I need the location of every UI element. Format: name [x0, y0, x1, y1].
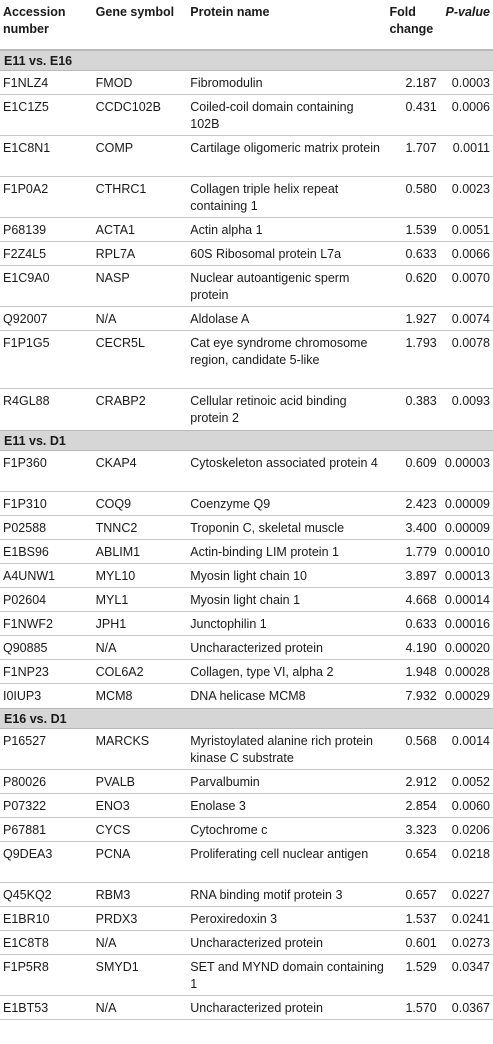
cell-p-value: 0.0206 [451, 823, 490, 837]
cell-fold-change: 1.529 [405, 960, 437, 974]
cell-gene-symbol: CKAP4 [95, 456, 137, 470]
section-header: E16 vs. D1 [0, 708, 493, 729]
cell-fold-change: 1.539 [405, 223, 437, 237]
cell-protein-name: SET and MYND domain containing 1 [190, 960, 384, 991]
cell-fold-change: 0.431 [405, 100, 437, 114]
cell-protein-name: Actin-binding LIM protein 1 [190, 545, 339, 559]
cell-fold-change: 1.537 [405, 912, 437, 926]
cell-fold-change: 0.609 [405, 456, 437, 470]
cell-fold-change: 2.854 [405, 799, 437, 813]
cell-p-value: 0.0273 [451, 936, 490, 950]
cell-gene-symbol: N/A [95, 936, 117, 950]
cell-accession: F1NP23 [3, 665, 49, 679]
cell-protein-name: RNA binding motif protein 3 [190, 888, 343, 902]
cell-protein-name: Actin alpha 1 [190, 223, 263, 237]
table-row [0, 177, 493, 218]
cell-protein-name: Uncharacterized protein [190, 641, 323, 655]
cell-gene-symbol: PVALB [95, 775, 136, 789]
cell-fold-change: 0.633 [405, 617, 437, 631]
cell-protein-name: Junctophilin 1 [190, 617, 267, 631]
table-row [0, 564, 493, 588]
cell-accession: F1NWF2 [3, 617, 53, 631]
cell-p-value: 0.00003 [444, 456, 490, 470]
table-row [0, 307, 493, 331]
table-row [0, 136, 493, 177]
cell-gene-symbol: ACTA1 [95, 223, 136, 237]
table-row [0, 266, 493, 307]
cell-fold-change: 4.668 [405, 593, 437, 607]
table-row [0, 996, 493, 1020]
cell-accession: F1P0A2 [3, 182, 49, 196]
table-header [0, 0, 493, 50]
table-row [0, 492, 493, 516]
cell-accession: Q90885 [3, 641, 48, 655]
cell-fold-change: 1.779 [405, 545, 437, 559]
cell-gene-symbol: PCNA [95, 847, 131, 861]
cell-protein-name: Myosin light chain 1 [190, 593, 301, 607]
header-fold-change: Fold change [389, 5, 434, 36]
table-row [0, 842, 493, 883]
cell-accession: R4GL88 [3, 394, 50, 408]
cell-accession: I0IUP3 [3, 689, 42, 703]
cell-gene-symbol: JPH1 [95, 617, 127, 631]
table-row [0, 588, 493, 612]
cell-gene-symbol: MYL10 [95, 569, 136, 583]
cell-accession: E1BT53 [3, 1001, 49, 1015]
cell-fold-change: 0.620 [405, 271, 437, 285]
cell-fold-change: 0.568 [405, 734, 437, 748]
cell-gene-symbol: COQ9 [95, 497, 132, 511]
cell-protein-name: Troponin C, skeletal muscle [190, 521, 345, 535]
table-row [0, 636, 493, 660]
cell-protein-name: Myosin light chain 10 [190, 569, 307, 583]
cell-accession: F1P310 [3, 497, 47, 511]
cell-protein-name: Nuclear autoantigenic sperm protein [190, 271, 350, 302]
cell-accession: F1P5R8 [3, 960, 49, 974]
cell-accession: P02604 [3, 593, 47, 607]
cell-accession: F2Z4L5 [3, 247, 47, 261]
cell-p-value: 0.0052 [451, 775, 490, 789]
cell-fold-change: 0.383 [405, 394, 437, 408]
table-row [0, 794, 493, 818]
table-row [0, 331, 493, 389]
cell-gene-symbol: NASP [95, 271, 130, 285]
cell-gene-symbol: ABLIM1 [95, 545, 141, 559]
cell-accession: Q92007 [3, 312, 48, 326]
cell-fold-change: 0.633 [405, 247, 437, 261]
cell-p-value: 0.00010 [444, 545, 490, 559]
table-row [0, 242, 493, 266]
cell-protein-name: Peroxiredoxin 3 [190, 912, 278, 926]
cell-protein-name: DNA helicase MCM8 [190, 689, 306, 703]
cell-p-value: 0.0066 [451, 247, 490, 261]
cell-protein-name: Collagen triple helix repeat containing 1 [190, 182, 339, 213]
cell-protein-name: Parvalbumin [190, 775, 260, 789]
section-header: E11 vs. E16 [0, 50, 493, 71]
cell-accession: P68139 [3, 223, 47, 237]
cell-p-value: 0.0070 [451, 271, 490, 285]
cell-gene-symbol: MCM8 [95, 689, 133, 703]
cell-fold-change: 0.654 [405, 847, 437, 861]
cell-gene-symbol: FMOD [95, 76, 133, 90]
cell-p-value: 0.0078 [451, 336, 490, 350]
cell-protein-name: Enolase 3 [190, 799, 246, 813]
cell-accession: E1C8T8 [3, 936, 49, 950]
header-protein-name: Protein name [190, 5, 270, 19]
table-row [0, 729, 493, 770]
cell-gene-symbol: RPL7A [95, 247, 136, 261]
cell-p-value: 0.0241 [451, 912, 490, 926]
cell-accession: Q45KQ2 [3, 888, 52, 902]
cell-protein-name: Coenzyme Q9 [190, 497, 271, 511]
cell-fold-change: 0.601 [405, 936, 437, 950]
table-row [0, 818, 493, 842]
cell-accession: F1P360 [3, 456, 47, 470]
cell-accession: P07322 [3, 799, 47, 813]
table-body [0, 50, 493, 1020]
cell-fold-change: 4.190 [405, 641, 437, 655]
cell-gene-symbol: RBM3 [95, 888, 131, 902]
table-row [0, 612, 493, 636]
cell-protein-name: 60S Ribosomal protein L7a [190, 247, 342, 261]
cell-fold-change: 1.948 [405, 665, 437, 679]
cell-gene-symbol: ENO3 [95, 799, 130, 813]
cell-fold-change: 7.932 [405, 689, 437, 703]
cell-p-value: 0.00009 [444, 521, 490, 535]
cell-accession: E1C8N1 [3, 141, 51, 155]
cell-gene-symbol: CTHRC1 [95, 182, 147, 196]
cell-accession: P80026 [3, 775, 47, 789]
cell-p-value: 0.0014 [451, 734, 490, 748]
cell-p-value: 0.00028 [444, 665, 490, 679]
header-gene-symbol: Gene symbol [95, 5, 175, 19]
cell-p-value: 0.0003 [451, 76, 490, 90]
table-row [0, 451, 493, 492]
table-row [0, 540, 493, 564]
cell-protein-name: Proliferating cell nuclear antigen [190, 847, 369, 861]
cell-accession: F1P1G5 [3, 336, 50, 350]
table-row [0, 660, 493, 684]
cell-gene-symbol: N/A [95, 641, 117, 655]
cell-protein-name: Cytoskeleton associated protein 4 [190, 456, 378, 470]
cell-gene-symbol: N/A [95, 312, 117, 326]
cell-protein-name: Coiled-coil domain containing 102B [190, 100, 354, 131]
cell-p-value: 0.0074 [451, 312, 490, 326]
cell-fold-change: 1.707 [405, 141, 437, 155]
table-row [0, 907, 493, 931]
cell-fold-change: 3.400 [405, 521, 437, 535]
table-row [0, 389, 493, 430]
cell-protein-name: Cat eye syndrome chromosome region, candidate 5-like [190, 336, 368, 367]
cell-fold-change: 1.570 [405, 1001, 437, 1015]
section-header: E11 vs. D1 [0, 430, 493, 451]
cell-fold-change: 1.793 [405, 336, 437, 350]
cell-p-value: 0.0367 [451, 1001, 490, 1015]
cell-p-value: 0.00029 [444, 689, 490, 703]
cell-fold-change: 2.423 [405, 497, 437, 511]
cell-fold-change: 0.580 [405, 182, 437, 196]
cell-gene-symbol: TNNC2 [95, 521, 138, 535]
cell-gene-symbol: MYL1 [95, 593, 129, 607]
table-row [0, 931, 493, 955]
table-row [0, 516, 493, 540]
cell-p-value: 0.00014 [444, 593, 490, 607]
cell-accession: P02588 [3, 521, 47, 535]
cell-p-value: 0.0347 [451, 960, 490, 974]
table-row [0, 770, 493, 794]
cell-protein-name: Uncharacterized protein [190, 1001, 323, 1015]
cell-fold-change: 2.187 [405, 76, 437, 90]
cell-p-value: 0.00009 [444, 497, 490, 511]
cell-accession: F1NLZ4 [3, 76, 49, 90]
cell-protein-name: Myristoylated alanine rich protein kinase C substrate [190, 734, 373, 765]
table-row [0, 71, 493, 95]
header-p-value [441, 4, 493, 45]
cell-protein-name: Cellular retinoic acid binding protein 2 [190, 394, 347, 425]
header-accession-number: Accession number [3, 5, 66, 36]
cell-fold-change: 2.912 [405, 775, 437, 789]
cell-accession: P67881 [3, 823, 47, 837]
cell-gene-symbol: PRDX3 [95, 912, 138, 926]
header-p-value-text: P-value [445, 5, 490, 19]
cell-gene-symbol: CRABP2 [95, 394, 146, 408]
cell-p-value: 0.00016 [444, 617, 490, 631]
table-row [0, 684, 493, 708]
cell-gene-symbol: SMYD1 [95, 960, 139, 974]
cell-fold-change: 3.323 [405, 823, 437, 837]
cell-accession: E1BS96 [3, 545, 49, 559]
cell-accession: E1BR10 [3, 912, 50, 926]
cell-fold-change: 0.657 [405, 888, 437, 902]
cell-p-value: 0.0006 [451, 100, 490, 114]
cell-accession: E1C1Z5 [3, 100, 49, 114]
cell-accession: A4UNW1 [3, 569, 56, 583]
cell-p-value: 0.00013 [444, 569, 490, 583]
cell-protein-name: Collagen, type VI, alpha 2 [190, 665, 334, 679]
table-row [0, 218, 493, 242]
cell-gene-symbol: CCDC102B [95, 100, 161, 114]
cell-gene-symbol: CYCS [95, 823, 131, 837]
cell-protein-name: Uncharacterized protein [190, 936, 323, 950]
cell-accession: Q9DEA3 [3, 847, 53, 861]
cell-p-value: 0.0023 [451, 182, 490, 196]
cell-gene-symbol: MARCKS [95, 734, 150, 748]
cell-protein-name: Fibromodulin [190, 76, 263, 90]
cell-p-value: 0.0227 [451, 888, 490, 902]
cell-protein-name: Cartilage oligomeric matrix protein [190, 141, 380, 155]
cell-accession: P16527 [3, 734, 47, 748]
cell-p-value: 0.0218 [451, 847, 490, 861]
cell-gene-symbol: COMP [95, 141, 134, 155]
cell-gene-symbol: CECR5L [95, 336, 145, 350]
cell-p-value: 0.0060 [451, 799, 490, 813]
table-row [0, 883, 493, 907]
cell-gene-symbol: N/A [95, 1001, 117, 1015]
cell-fold-change: 3.897 [405, 569, 437, 583]
cell-p-value: 0.0051 [451, 223, 490, 237]
cell-accession: E1C9A0 [3, 271, 50, 285]
cell-p-value: 0.00020 [444, 641, 490, 655]
cell-protein-name: Aldolase A [190, 312, 250, 326]
cell-p-value: 0.0011 [452, 141, 490, 155]
cell-protein-name: Cytochrome c [190, 823, 268, 837]
table-row [0, 955, 493, 996]
table-row [0, 95, 493, 136]
cell-p-value: 0.0093 [451, 394, 490, 408]
cell-gene-symbol: COL6A2 [95, 665, 144, 679]
cell-fold-change: 1.927 [405, 312, 437, 326]
